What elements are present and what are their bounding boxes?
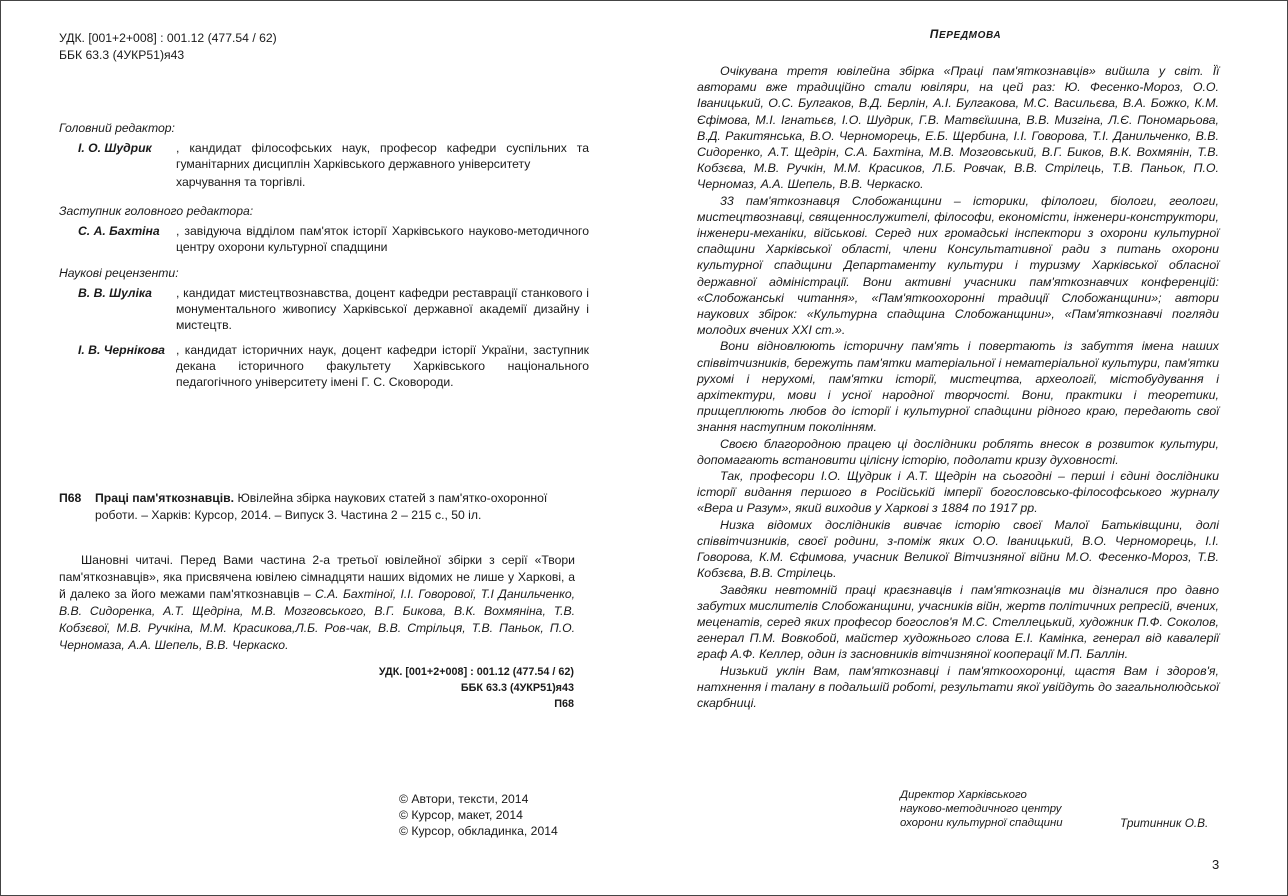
chief-editor-name: І. О. Шудрик [78,141,152,155]
chief-editor-entry [59,140,589,193]
reviewer-2-entry [59,342,589,390]
preface-paragraph: Низка відомих дослідників вивчає історію своєї Малої Батьківщини, долі співвітчизників, своєї родини, з-поміж яких О.О. Іваницький, В.О. Черноморець, І.І. Говорова, К.М. Єфимова, учасник Великої Вітчизняної війни М.О. Фесенко-Мороз, Т.В. Кобзєва, В.В. Стрілець. [697,517,1219,581]
preface-paragraph: 33 пам'яткознавця Слобожанщини – історики, філологи, біологи, геологи, мистецтвознавці, священнослужителі, філософи, економісти, інженери-конструктори, інженери-механіки, військові. Серед них громадські інспектори з охорони культурної спадщини Харківської області, члени Консультативної ради з питань охорони культурної спадщини Департаменту культури і туризму Харківської обласної державної адміністрації. Вони активні учасники пам'яткознавчих конференцій: «Слобожанські читання», «Пам'яткоохоронні традиції Слобожанщини»; автори наукових збірок: «Культурна спадщина Слобожанщини», «Пам'яткознавчі погляди молодих вчених XXI ст.». [697,193,1219,338]
preface-body [697,63,1219,711]
chief-editor-desc [176,140,589,193]
signature-line: охорони культурної спадщини [900,817,1063,829]
copyright-line: © Курсор, макет, 2014 [399,808,523,822]
catalog-body [95,490,571,524]
chief-editor-desc-b: харчування та торгівлі. [176,175,306,189]
preface-paragraph: Своєю благородною працею ці дослідники роблять внесок в розвиток культури, допомагають встановити цілісну історію, подолати кризу духовності. [697,436,1219,467]
code-footer-line: П68 [554,698,574,710]
preface-paragraph: Низький уклін Вам, пам'яткознавці і пам'яткоохоронці, щастя Вам і здоров'я, натхнення і талану в подальшій роботі, результати якої увійдуть до загальнолюдської скарбниці. [697,663,1219,710]
udk-header [59,30,277,64]
signature-name: Тритинник О.В. [1120,816,1209,830]
preface-title [644,27,1287,41]
signature-line: Директор Харківського [900,789,1027,801]
reviewer-2-name: І. В. Чернікова [78,343,165,357]
preface-paragraph: Так, професори І.О. Щудрик і А.Т. Щедрін на сьогодні – перші і єдині дослідники історії видання першого в Російській імперії богословсько-філософського журналу «Вера и Разум», який виходив у Харкові з 1884 по 1917 рр. [697,469,1219,516]
reviewer-1-name: В. В. Шуліка [78,286,152,300]
catalog-entry [59,490,571,524]
udk-footer-line: УДК. [001+2+008] : 001.12 (477.54 / 62) [378,666,574,678]
preface-title-rest: ЕРЕДМОВА [939,30,1002,41]
reader-address-names: С.А. Бахтіної, І.І. Говорової, Т.І Данильченко, В.В. Сидоренка, А.Т. Щедріна, М.В. Мозговського, В.Г. Бикова, В.К. Вохмяніна, Т.В. Кобзєвої, М.В. Ручкіна, М.М. Красикова,Л.Б. Ров-чак, В.В. Стрільця, Т.В. Паньок, П.О. Черномаза, А.А. Шепель, В.В. Черкаско. [59,587,575,652]
catalog-title: Праці пам'яткознавців. [95,491,235,505]
preface-title-first: П [929,27,940,41]
reviewer-2-desc: , кандидат історичних наук, доцент кафедри історії України, заступник декана історичного факультету Харківського національного педагогічного університету імені Г. С. Сковороди. [176,343,589,389]
chief-editor-title: Головний редактор: [59,121,175,135]
reader-address [59,552,575,654]
reviewer-1-entry [59,285,589,333]
right-page [644,1,1287,895]
catalog-code: П68 [59,491,82,505]
copyright-line: © Автори, тексти, 2014 [399,792,529,806]
bbk-line: ББК 63.3 (4УКР51)я43 [59,48,185,62]
preface-paragraph: Завдяки невтомній праці краєзнавців і пам'яткознаців ми дізналися про давно забутих мислителів Слобожанщини, учасників війн, жертв політичних репресій, вчених, меценатів, серед яких професор богослов'я М.С. Стеллецький, художник П.Ф. Соколов, генерал П.М. Вовкобой, майстер художнього слова Е.І. Камінка, генерал від кавалерії граф А.Ф. Келлер, один із засновників вітчизняної кооперації М.П. Баллін. [697,582,1219,662]
deputy-editor-desc: , завідуюча відділом пам'яток історії Харківського науково-методичного центру охорони культурної спадщини [176,224,589,254]
udk-footer [301,664,574,712]
copyright-line: © Курсор, обкладинка, 2014 [399,824,558,838]
reader-address-text: Шановні читачі. Перед Вами частина 2-а третьої ювілейної збірки з серії «Твори пам'яткознавців», яка присвячена ювілею сімнадцяти наших відомих не лише у Харкові, а й далеко за його межами пам'яткознавців – [59,553,575,601]
left-page [1,1,644,895]
page-number: 3 [1212,857,1220,872]
catalog-text: Ювілейна збірка наукових статей з пам'ятко-охоронної роботи. – Харків: Курсор, 2014. – Випуск 3. Частина 2 – 215 с., 50 іл. [95,491,548,522]
bbk-footer-line: ББК 63.3 (4УКР51)я43 [460,682,574,694]
preface-paragraph: Вони відновлюють історичну пам'ять і повертають із забуття імена наших співвітчизників, бережуть пам'ятки матеріальної і нематеріальної культури, пам'ятки рухомі і нерухомі, пам'ятки історії, мистецтва, археології, містобудування і архітектури, мови і усної народної творчості. Вони, практики і теоретики, прищеплюють любов до історії і культурної спадщини рідного краю, передають свої знання наступним поколінням. [697,339,1219,435]
signature-line: науково-методичного центру [900,803,1062,815]
deputy-editor-title: Заступник головного редактора: [59,204,254,218]
udk-line: УДК. [001+2+008] : 001.12 (477.54 / 62) [59,31,277,45]
deputy-editor-entry [59,223,589,255]
signature-block [900,788,1063,830]
chief-editor-desc-a: , кандидат філософських наук, професор кафедри суспільних та гуманітарних дисциплін Харківського державного університету [176,141,589,171]
copyright-block [399,791,558,839]
editorial-board [59,120,589,390]
reviewers-title: Наукові рецензенти: [59,266,179,280]
preface-paragraph: Очікувана третя ювілейна збірка «Праці пам'яткознавців» вийшла у світ. Її авторами вже традиційно стали ювіляри, на цей раз: Ю. Фесенко-Мороз, О.О. Іваницький, О.С. Булгаков, В.Д. Берлін, А.І. Булгакова, М.С. Васильєва, В.А. Божко, К.М. Єфімова, М.І. Ігнатьєв, І.О. Шудрик, Г.В. Матвєїшина, В.В. Мизгіна, Л.Є. Пономарьова, В.Д. Ракитянська, В.О. Черноморець, Е.Б. Щербина, І.І. Говорова, Т.І. Данильченко, В.В. Сидоренко, А.Т. Щедрін, С.А. Бахтіна, М.В. Мозговський, В.Г. Биков, В.К. Вохмянін, Т.В. Кобзєва, М.В. Ручкін, М.М. Красиков, Л.Б. Ровчак, В.В. Стрілець, Т.В. Паньок, П.О. Черномаз, А.А. Шепель, В.В. Черкаско. [697,64,1219,192]
reviewer-1-desc: , кандидат мистецтвознавства, доцент кафедри реставрації станкового і монументального живопису Харківської державної академії дизайну і мистецтв. [176,286,589,332]
deputy-editor-name: С. А. Бахтіна [78,224,160,238]
